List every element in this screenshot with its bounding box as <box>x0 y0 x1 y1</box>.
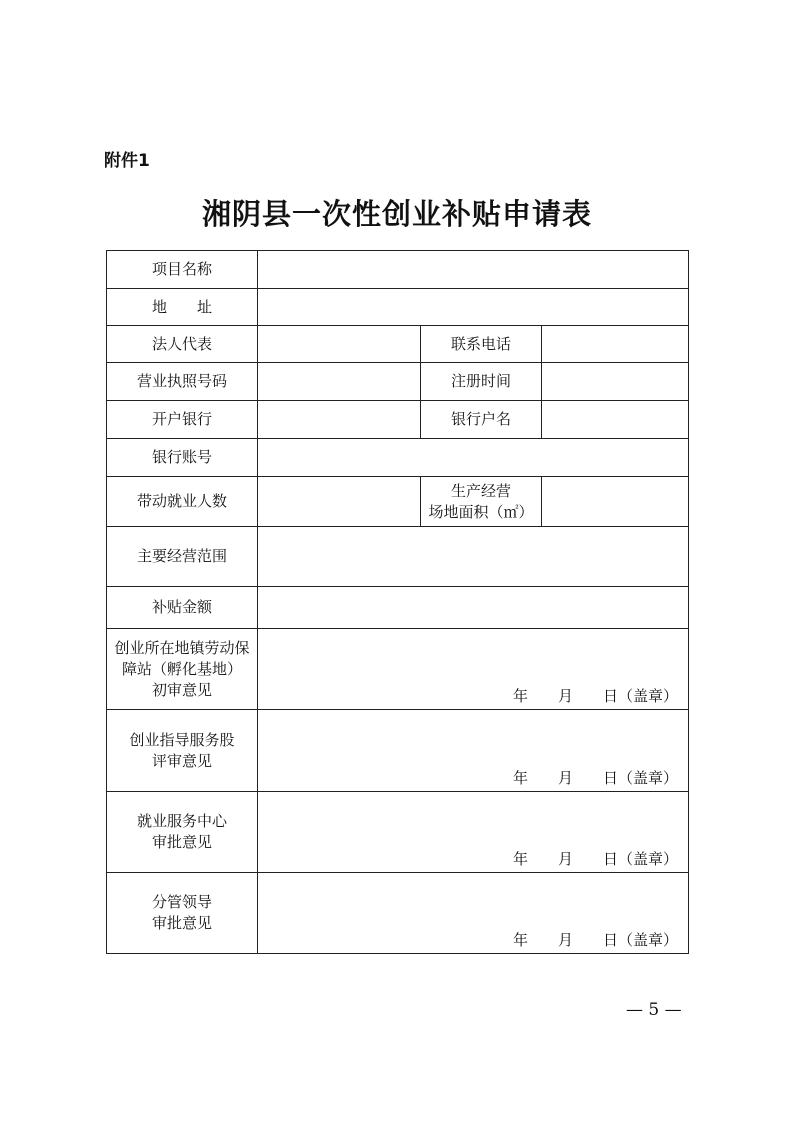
application-form-table <box>106 250 689 954</box>
reg-time-label: 注册时间 <box>421 363 542 401</box>
legal-rep-label: 法人代表 <box>107 326 258 363</box>
business-scope-field[interactable] <box>258 527 689 587</box>
subsidy-amount-label: 补贴金额 <box>107 587 258 629</box>
review4-date-stamp: 年 月 日（盖章） <box>513 931 679 949</box>
row-address <box>107 289 689 326</box>
review3-label <box>107 792 258 873</box>
phone-field[interactable] <box>542 326 689 363</box>
row-employment <box>107 477 689 527</box>
employed-count-label: 带动就业人数 <box>107 477 258 527</box>
row-review-4 <box>107 873 689 954</box>
row-project-name <box>107 251 689 289</box>
page-number: — 5 — <box>626 1000 682 1020</box>
review1-label-line2: 障站（孵化基地） <box>121 659 242 678</box>
license-no-field[interactable] <box>258 363 421 401</box>
review4-label-line2: 审批意见 <box>151 914 212 932</box>
site-area-label-line1: 生产经营 <box>450 481 511 500</box>
review2-opinion-field[interactable] <box>258 710 689 792</box>
license-no-label: 营业执照号码 <box>107 363 258 401</box>
account-name-field[interactable] <box>542 401 689 439</box>
account-no-field[interactable] <box>258 439 689 477</box>
review1-opinion-field[interactable] <box>258 629 689 710</box>
account-name-label: 银行户名 <box>421 401 542 439</box>
review4-label <box>107 873 258 954</box>
subsidy-amount-field[interactable] <box>258 587 689 629</box>
form-title: 湘阴县一次性创业补贴申请表 <box>201 197 592 231</box>
review1-label-line3: 初审意见 <box>151 680 212 699</box>
row-review-2 <box>107 710 689 792</box>
site-area-label-line2: 场地面积（㎡） <box>428 502 534 521</box>
review4-label-line1: 分管领导 <box>151 893 212 911</box>
row-legal-rep <box>107 326 689 363</box>
row-bank <box>107 401 689 439</box>
review3-date-stamp: 年 月 日（盖章） <box>513 850 679 868</box>
review2-date-stamp: 年 月 日（盖章） <box>513 769 679 787</box>
site-area-label <box>421 477 542 527</box>
row-license <box>107 363 689 401</box>
review2-label-line1: 创业指导服务股 <box>129 730 235 749</box>
employed-count-field[interactable] <box>258 477 421 527</box>
bank-field[interactable] <box>258 401 421 439</box>
phone-label: 联系电话 <box>421 326 542 363</box>
review1-label <box>107 629 258 710</box>
address-label: 地 址 <box>107 289 258 326</box>
review3-opinion-field[interactable] <box>258 792 689 873</box>
site-area-field[interactable] <box>542 477 689 527</box>
address-field[interactable] <box>258 289 689 326</box>
account-no-label: 银行账号 <box>107 439 258 477</box>
attachment-label: 附件1 <box>104 151 150 171</box>
review2-label-line2: 评审意见 <box>151 751 212 770</box>
reg-time-field[interactable] <box>542 363 689 401</box>
review3-label-line2: 审批意见 <box>151 833 212 851</box>
review3-label-line1: 就业服务中心 <box>136 812 227 830</box>
row-business-scope <box>107 527 689 587</box>
review4-opinion-field[interactable] <box>258 873 689 954</box>
row-review-1 <box>107 629 689 710</box>
review1-label-line1: 创业所在地镇劳动保 <box>114 638 250 657</box>
review2-label <box>107 710 258 792</box>
row-review-3 <box>107 792 689 873</box>
review1-date-stamp: 年 月 日（盖章） <box>513 687 679 705</box>
business-scope-label: 主要经营范围 <box>107 527 258 587</box>
legal-rep-field[interactable] <box>258 326 421 363</box>
bank-label: 开户银行 <box>107 401 258 439</box>
project-name-field[interactable] <box>258 251 689 289</box>
project-name-label: 项目名称 <box>107 251 258 289</box>
row-account-no <box>107 439 689 477</box>
row-subsidy <box>107 587 689 629</box>
